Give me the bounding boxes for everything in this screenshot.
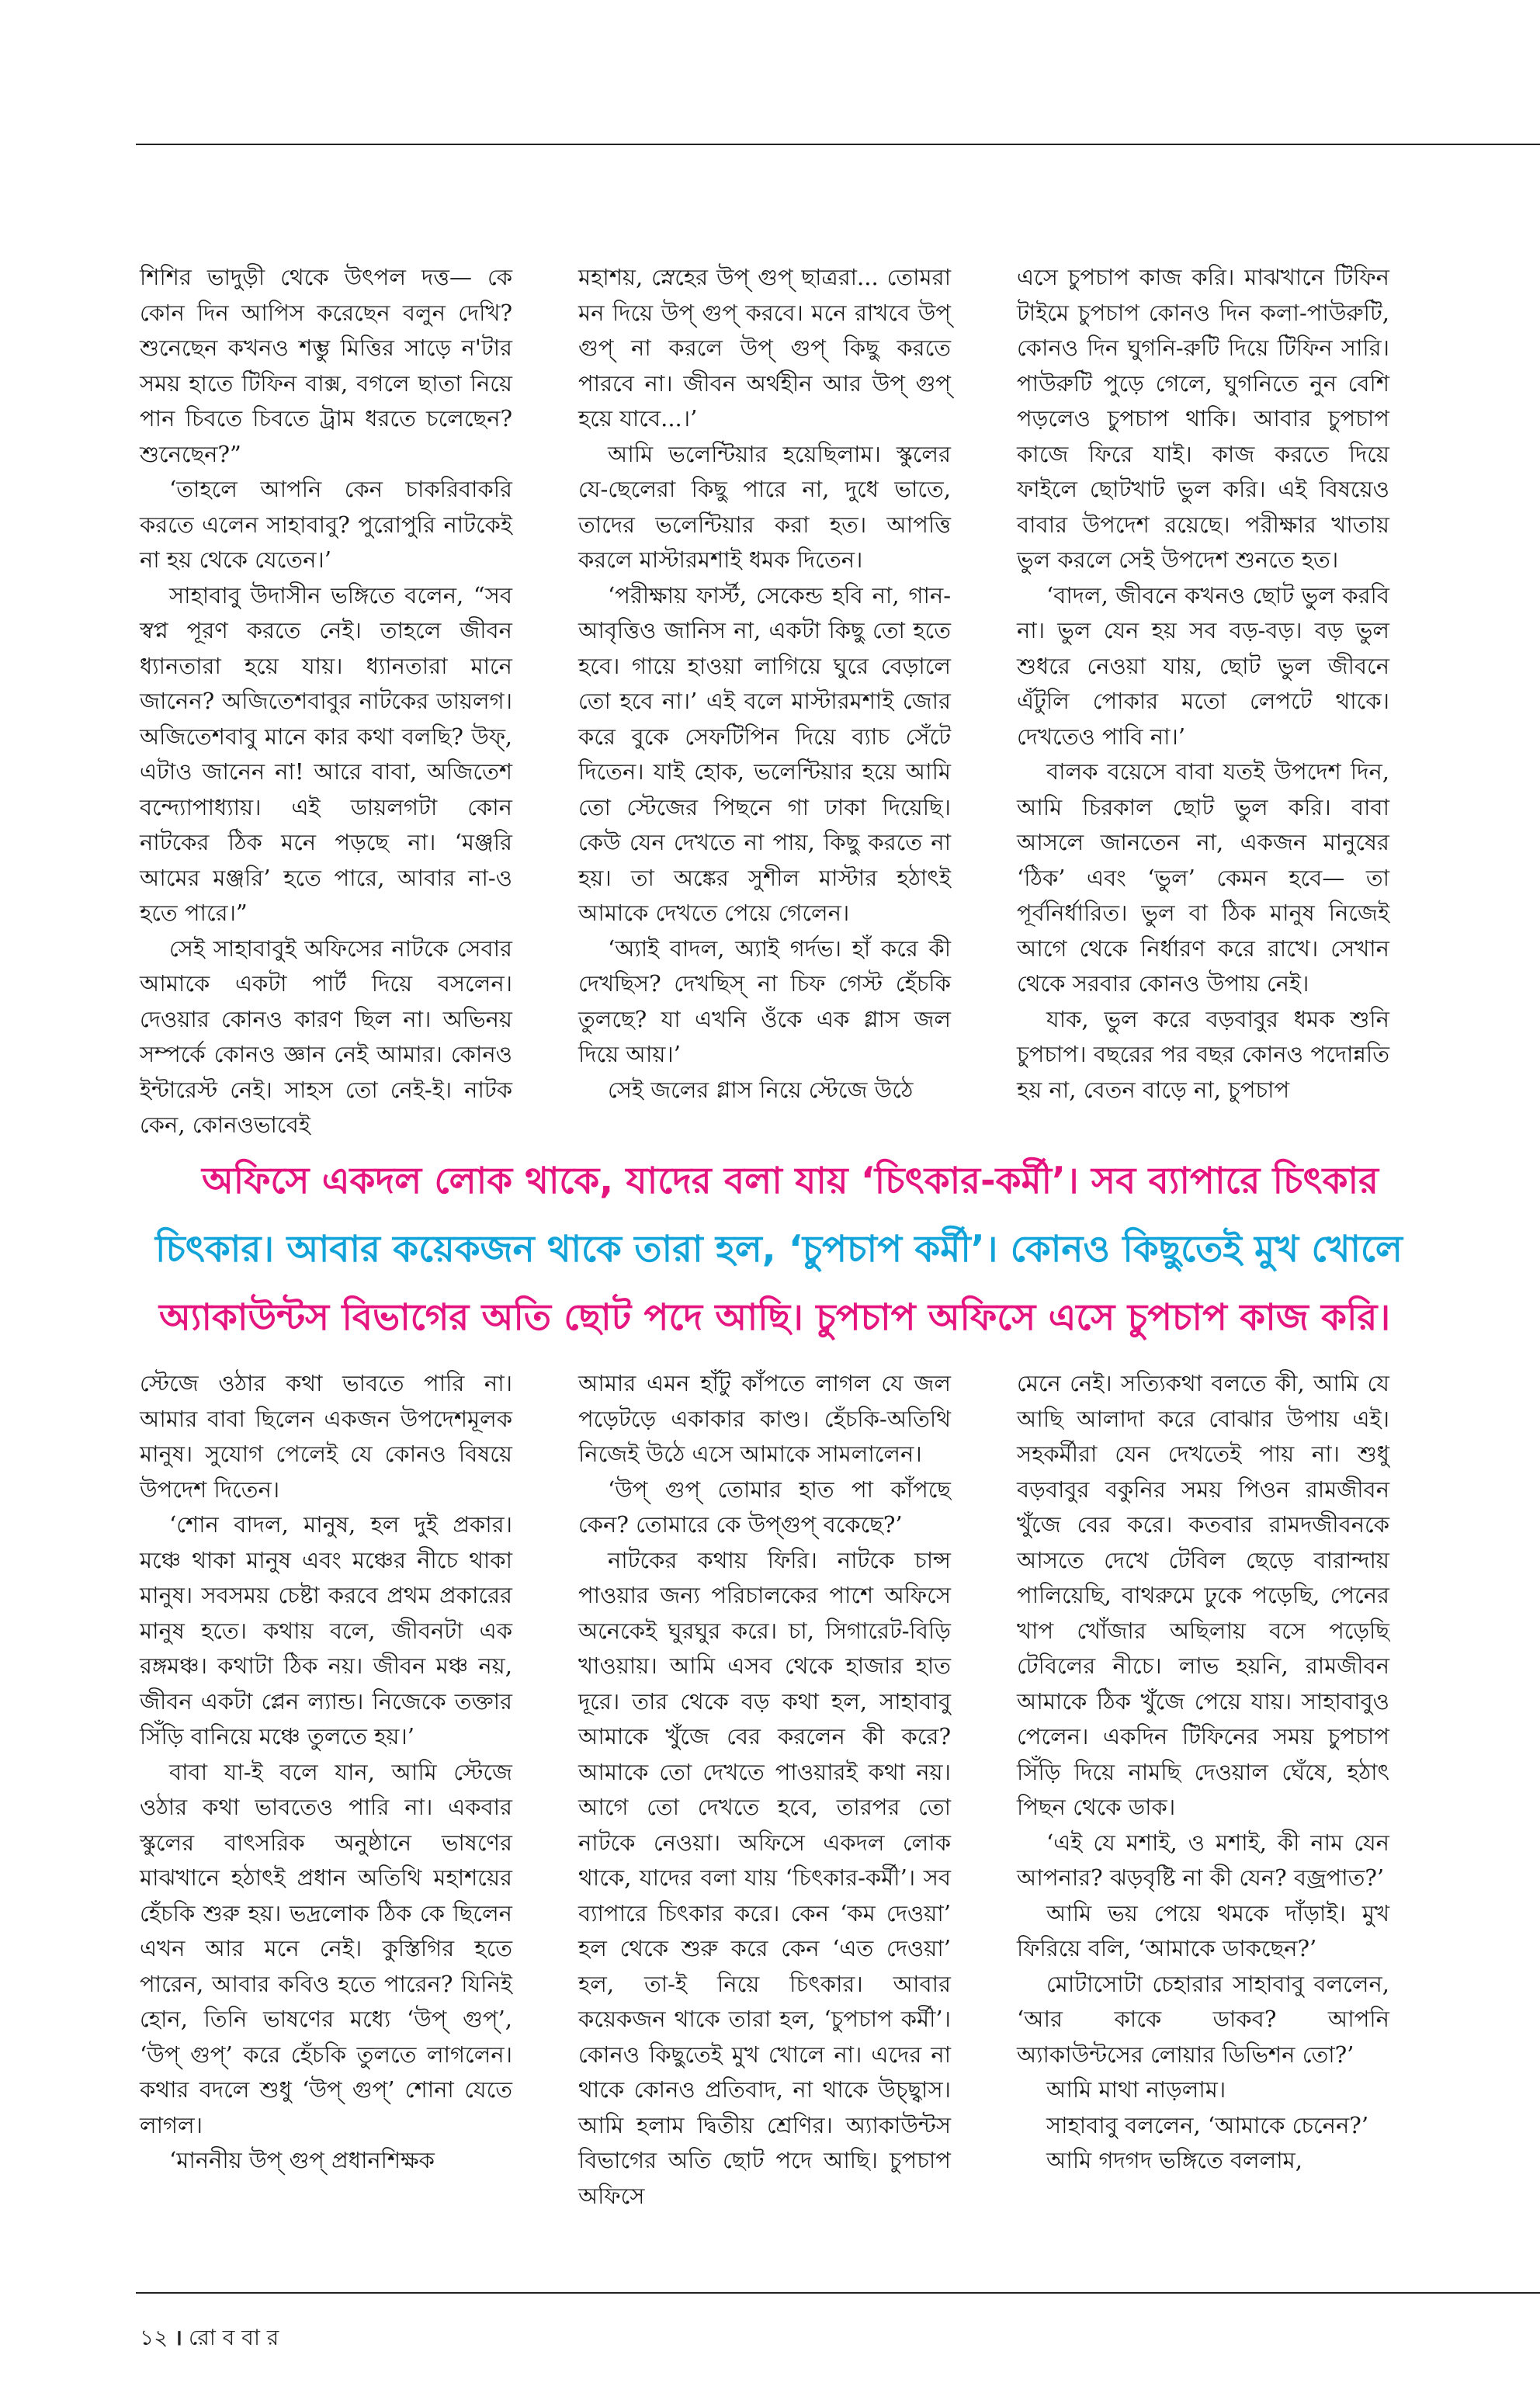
pull-quote bbox=[0, 1149, 1540, 1358]
paragraph: আমি গদগদ ভঙ্গিতে বললাম, bbox=[1046, 2147, 1303, 2173]
page-footer bbox=[140, 2321, 279, 2357]
paragraph: সাহাবাবু উদাসীন ভঙ্গিতে বলেন, “সব স্বপ্ন পূরণ করতে নেই। তাহলে জীবন ধ্যানতারা হয়ে যায়। ধ্যানতারা মানে জানেন? অজিতেশবাবুর নাটকের ডায়লগ। অজিতেশবাবু মানে কার কথা বলছি? উফ্, এটাও জানেন না! আরে বাবা, অজিতেশ বন্দ্যোপাধ্যায়। এই ডায়লগটা কোন নাটকের ঠিক মনে পড়ছে না। ‘মঞ্জরি আমের মঞ্জরি’ হতে পারে, আবার না-ও হতে পারে।” bbox=[140, 581, 512, 926]
paragraph: ‘পরীক্ষায় ফার্স্ট, সেকেন্ড হবি না, গান-আবৃত্তিও জানিস না, একটা কিছু তো হতে হবে। গায়ে হাওয়া লাগিয়ে ঘুরে বেড়ালে তো হবে না।’ এই বলে মাস্টারমশাই জোর করে বুকে সেফটিপিন দিয়ে ব্যাচ সেঁটে দিতেন। যাই হোক, ভলেন্টিয়ার হয়ে আমি তো স্টেজের পিছনে গা ঢাকা দিয়েছি। কেউ যেন দেখতে না পায়, কিছু করতে না হয়। তা অঙ্কের সুশীল মাস্টার হঠাৎই আমাকে দেখতে পেয়ে গেলেন। bbox=[578, 581, 951, 926]
paragraph: ‘বাদল, জীবনে কখনও ছোট ভুল করবি না। ভুল যেন হয় সব বড়-বড়। বড় ভুল শুধরে নেওয়া যায়, ছোট ভুল জীবনে এঁটুলি পোকার মতো লেপটে থাকে। দেখতেও পাবি না।’ bbox=[1017, 581, 1389, 750]
magazine-name: রো ব বা র bbox=[189, 2325, 279, 2350]
paragraph: যাক, ভুল করে বড়বাবুর ধমক শুনি চুপচাপ। বছরের পর বছর কোনও পদোন্নতি হয় না, বেতন বাড়ে না, চুপচাপ bbox=[1017, 1005, 1389, 1103]
paragraph: এসে চুপচাপ কাজ করি। মাঝখানে টিফিন টাইমে চুপচাপ কোনও দিন কলা-পাউরুটি, কোনও দিন ঘুগনি-রুটি দিয়ে টিফিন সারি। পাউরুটি পুড়ে গেলে, ঘুগনিতে নুন বেশি পড়লেও চুপচাপ থাকি। আবার চুপচাপ কাজে ফিরে যাই। কাজ করতে দিয়ে ফাইলে ছোটখাট ভুল করি। এই বিষয়েও বাবার উপদেশ রয়েছে। পরীক্ষার খাতায় ভুল করলে সেই উপদেশ শুনতে হত। bbox=[1017, 264, 1389, 573]
paragraph: ‘শোন বাদল, মানুষ, হল দুই প্রকার। মঞ্চে থাকা মানুষ এবং মঞ্চের নীচে থাকা মানুষ। সবসময় চেষ্টা করবে প্রথম প্রকারের মানুষ হতে। কথায় বলে, জীবনটা এক রঙ্গমঞ্চ। কথাটা ঠিক নয়। জীবন মঞ্চ নয়, জীবন একটা প্লেন ল্যান্ড। নিজেকে তক্তার সিঁড়ি বানিয়ে মঞ্চে তুলতে হয়।’ bbox=[140, 1511, 512, 1750]
paragraph: মহাশয়, স্নেহের উপ্ গুপ্ ছাত্ররা... তোমরা মন দিয়ে উপ্ গুপ্ করবে। মনে রাখবে উপ্ গুপ্ না করলে উপ্ গুপ্ কিছু করতে পারবে না। জীবন অর্থহীন আর উপ্ গুপ্ হয়ে যাবে...।’ bbox=[578, 264, 951, 432]
paragraph: বালক বয়েসে বাবা যতই উপদেশ দিন, আমি চিরকাল ছোট ভুল করি। বাবা আসলে জানতেন না, একজন মানুষের ‘ঠিক’ এবং ‘ভুল’ কেমন হবে— তা পূর্বনির্ধারিত। ভুল বা ঠিক মানুষ নিজেই আগে থেকে নির্ধারণ করে রাখে। সেখান থেকে সরবার কোনও উপায় নেই। bbox=[1017, 758, 1389, 997]
paragraph: সেই জলের গ্লাস নিয়ে স্টেজে উঠে bbox=[608, 1076, 914, 1103]
pull-quote-line-2: চিৎকার। আবার কয়েকজন থাকে তারা হল, ‘চুপচাপ কর্মী’। কোনও কিছুতেই মুখ খোলে bbox=[155, 1228, 1403, 1271]
footer-separator: । bbox=[174, 2325, 182, 2350]
paragraph: ‘অ্যাই বাদল, অ্যাই গর্দভ। হাঁ করে কী দেখছিস? দেখছিস্ না চিফ গেস্ট হেঁচকি তুলছে? যা এখনি ওঁকে এক গ্লাস জল দিয়ে আয়।’ bbox=[578, 935, 951, 1067]
paragraph: বাবা যা-ই বলে যান, আমি স্টেজে ওঠার কথা ভাবতেও পারি না। একবার স্কুলের বাৎসরিক অনুষ্ঠানে ভাষণের মাঝখানে হঠাৎই প্রধান অতিথি মহাশয়ের হেঁচকি শুরু হয়। ভদ্রলোক ঠিক কে ছিলেন এখন আর মনে নেই। কুস্তিগির হতে পারেন, আবার কবিও হতে পারেন? যিনিই হোন, তিনি ভাষণের মধ্যে ‘উপ্ গুপ্’, ‘উপ্ গুপ্’ করে হেঁচকি তুলতে লাগলেন। কথার বদলে শুধু ‘উপ্ গুপ্’ শোনা যেতে লাগল। bbox=[140, 1758, 512, 2138]
paragraph: আমি মাথা নাড়লাম। bbox=[1046, 2076, 1226, 2103]
paragraph: ‘এই যে মশাই, ও মশাই, কী নাম যেন আপনার? ঝড়বৃষ্টি না কী যেন? বজ্রপাত?’ bbox=[1017, 1829, 1389, 1891]
column-5 bbox=[578, 1366, 951, 2282]
paragraph: আমার এমন হাঁটু কাঁপতে লাগল যে জল পড়েটড়ে একাকার কাণ্ড। হেঁচকি-অতিথি নিজেই উঠে এসে আমাকে সামলালেন। bbox=[578, 1370, 951, 1467]
column-3 bbox=[1017, 260, 1389, 1145]
paragraph: মেনে নেই। সত্যিকথা বলতে কী, আমি যে আছি আলাদা করে বোঝার উপায় এই। সহকর্মীরা যেন দেখতেই পায় না। শুধু বড়বাবুর বকুনির সময় পিওন রামজীবন খুঁজে বের করে। কতবার রামদজীবনকে আসতে দেখে টেবিল ছেড়ে বারান্দায় পালিয়েছি, বাথরুমে ঢুকে পড়েছি, পেনের খাপ খোঁজার অছিলায় বসে পড়েছি টেবিলের নীচে। লাভ হয়নি, রামজীবন আমাকে ঠিক খুঁজে পেয়ে যায়। সাহাবাবুও পেলেন। একদিন টিফিনের সময় চুপচাপ সিঁড়ি দিয়ে নামছি দেওয়াল ঘেঁষে, হঠাৎ পিছন থেকে ডাক। bbox=[1017, 1370, 1389, 1820]
pull-quote-line-3: অ্যাকাউন্টস বিভাগের অতি ছোট পদে আছি। চুপচাপ অফিসে এসে চুপচাপ কাজ করি। bbox=[159, 1296, 1391, 1339]
paragraph: ‘মাননীয় উপ্ গুপ্ প্রধানশিক্ষক bbox=[169, 2147, 435, 2173]
column-4 bbox=[140, 1366, 512, 2282]
paragraph: নাটকের কথায় ফিরি। নাটকে চান্স পাওয়ার জন্য পরিচালকের পাশে অফিসে অনেকেই ঘুরঘুর করে। চা, সিগারেট-বিড়ি খাওয়ায়। আমি এসব থেকে হাজার হাত দূরে। তার থেকে বড় কথা হল, সাহাবাবু আমাকে খুঁজে বের করলেন কী করে? আমাকে তো দেখতে পাওয়ারই কথা নয়। আগে তো দেখতে হবে, তারপর তো নাটকে নেওয়া। অফিসে একদল লোক থাকে, যাদের বলা যায় ‘চিৎকার-কর্মী’। সব ব্যাপারে চিৎকার করে। কেন ‘কম দেওয়া’ হল থেকে শুরু করে কেন ‘এত দেওয়া’ হল, তা-ই নিয়ে চিৎকার। আবার কয়েকজন থাকে তারা হল, ‘চুপচাপ কর্মী’। কোনও কিছুতেই মুখ খোলে না। এদের না থাকে কোনও প্রতিবাদ, না থাকে উচ্ছ্বাস। আমি হলাম দ্বিতীয় শ্রেণির। অ্যাকাউন্টস বিভাগের অতি ছোট পদে আছি। চুপচাপ অফিসে bbox=[578, 1546, 951, 2209]
paragraph: আমি ভলেন্টিয়ার হয়েছিলাম। স্কুলের যে-ছেলেরা কিছু পারে না, দুধে ভাতে, তাদের ভলেন্টিয়ার করা হত। আপত্তি করলে মাস্টারমশাই ধমক দিতেন। bbox=[578, 440, 951, 573]
pull-quote-line-1: অফিসে একদল লোক থাকে, যাদের বলা যায় ‘চিৎকার-কর্মী’। সব ব্যাপারে চিৎকার bbox=[202, 1160, 1379, 1202]
paragraph: ‘উপ্ গুপ্ তোমার হাত পা কাঁপছে কেন? তোমারে কে উপ্‌গুপ্ বকেছে?’ bbox=[578, 1476, 951, 1538]
column-6 bbox=[1017, 1366, 1389, 2282]
paragraph: ‘তাহলে আপনি কেন চাকরিবাকরি করতে এলেন সাহাবাবু? পুরোপুরি নাটকেই না হয় থেকে যেতেন।’ bbox=[140, 476, 512, 573]
column-1 bbox=[140, 260, 512, 1145]
paragraph: আমি ভয় পেয়ে থমকে দাঁড়াই। মুখ ফিরিয়ে বলি, ‘আমাকে ডাকছেন?’ bbox=[1017, 1899, 1389, 1961]
bottom-rule bbox=[136, 2292, 1540, 2294]
top-rule bbox=[136, 144, 1540, 145]
page-number: ১২ bbox=[140, 2325, 168, 2350]
paragraph: সেই সাহাবাবুই অফিসের নাটকে সেবার আমাকে একটা পার্ট দিয়ে বসলেন। দেওয়ার কোনও কারণ ছিল না। অভিনয় সম্পর্কে কোনও জ্ঞান নেই আমার। কোনও ইন্টারেস্ট নেই। সাহস তো নেই-ই। নাটক কেন, কোনওভাবেই bbox=[140, 935, 512, 1138]
paragraph: সাহাবাবু বললেন, ‘আমাকে চেনেন?’ bbox=[1046, 2111, 1369, 2138]
paragraph: মোটাসোটা চেহারার সাহাবাবু বললেন, ‘আর কাকে ডাকব? আপনি অ্যাকাউন্টসের লোয়ার ডিভিশন তো?’ bbox=[1017, 1970, 1389, 2068]
paragraph: স্টেজে ওঠার কথা ভাবতে পারি না। আমার বাবা ছিলেন একজন উপদেশমূলক মানুষ। সুযোগ পেলেই যে কোনও বিষয়ে উপদেশ দিতেন। bbox=[140, 1370, 512, 1503]
paragraph: শিশির ভাদুড়ী থেকে উৎপল দত্ত— কে কোন দিন আপিস করেছেন বলুন দেখি? শুনেছেন কখনও শম্ভু মিত্তির সাড়ে ন'টার সময় হাতে টিফিন বাক্স, বগলে ছাতা নিয়ে পান চিবতে চিবতে ট্রাম ধরতে চলেছেন? শুনেছেন?” bbox=[140, 264, 512, 467]
column-2 bbox=[578, 260, 951, 1145]
